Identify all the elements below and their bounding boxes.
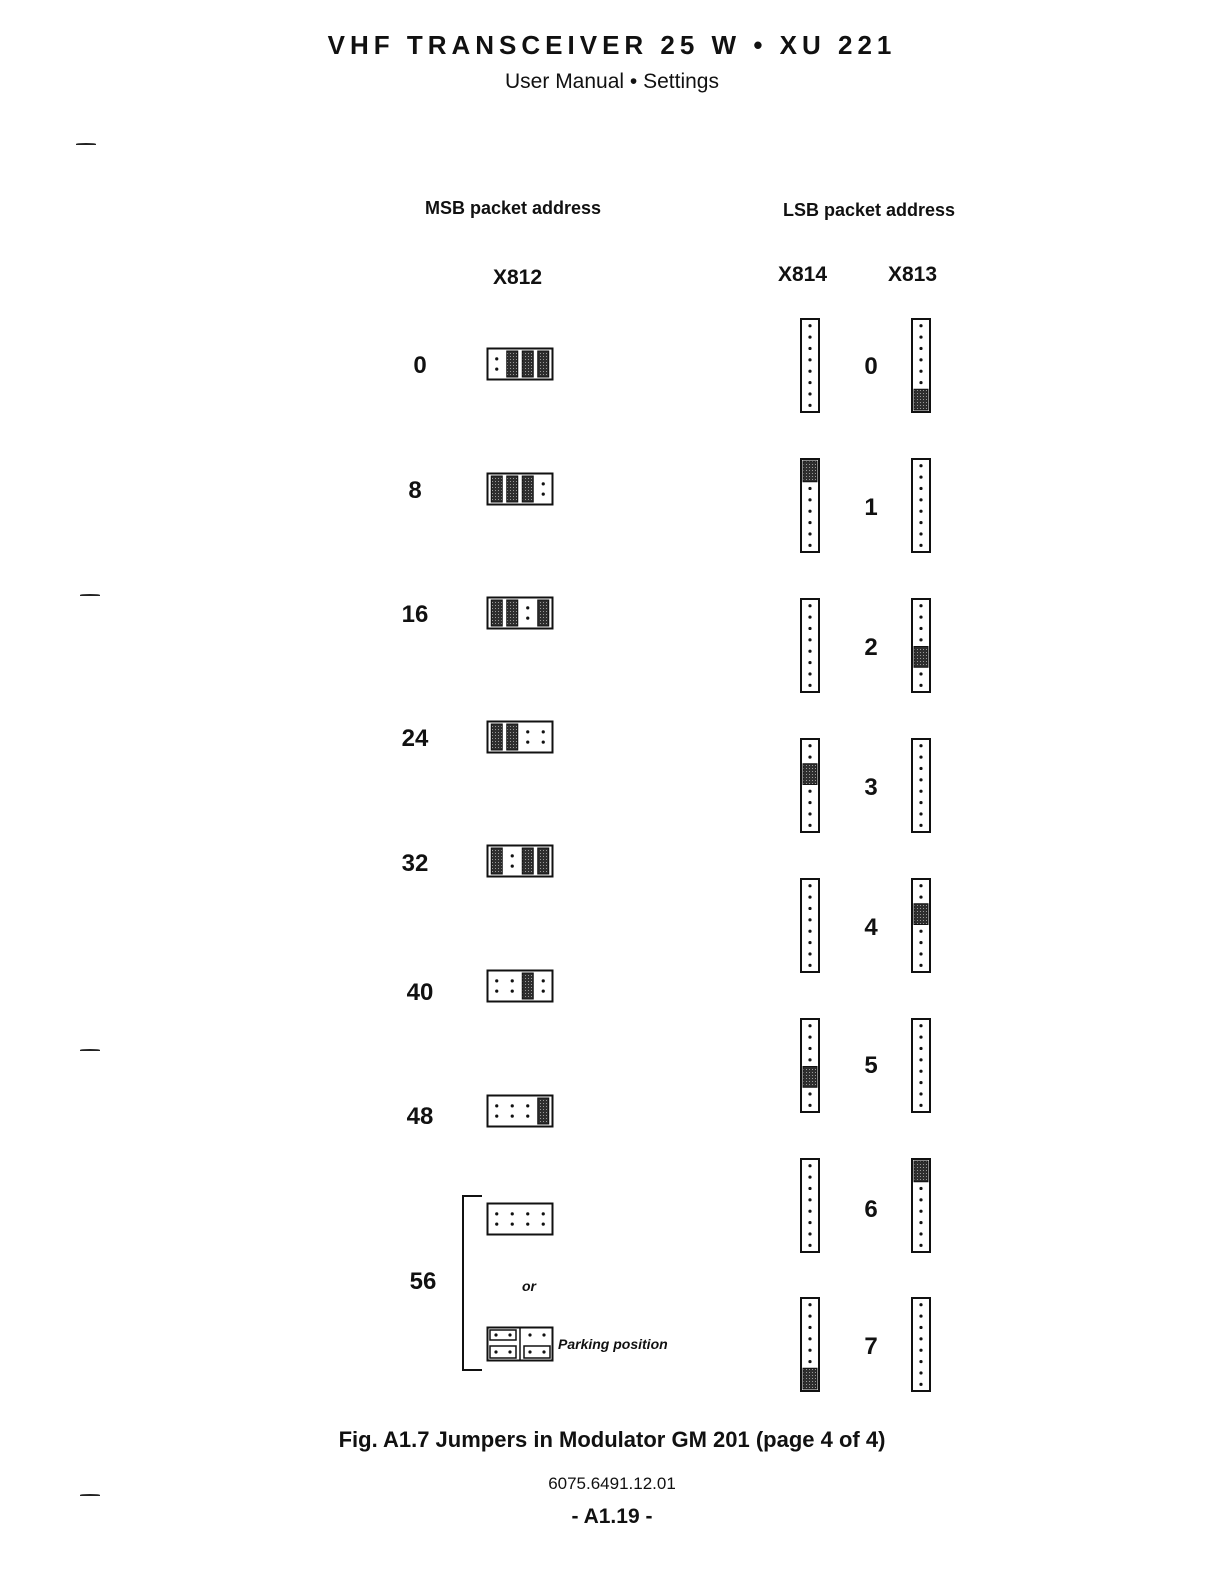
jumper-pin xyxy=(919,964,922,967)
jumper-pin xyxy=(919,370,922,373)
jumper-block-x814 xyxy=(800,1018,820,1113)
jumper-pin xyxy=(495,368,498,371)
jumper-pin xyxy=(919,1232,922,1235)
lsb-value: 4 xyxy=(864,914,878,941)
jumper-pin xyxy=(808,404,811,407)
jumper-pin xyxy=(808,638,811,641)
connector-x813-label: X813 xyxy=(888,263,938,286)
jumper-block-x814 xyxy=(800,458,820,553)
jumper-pin xyxy=(919,464,922,467)
jumper-block-x812 xyxy=(486,347,554,381)
jumper-block-x814 xyxy=(800,598,820,693)
jumper-pin xyxy=(808,381,811,384)
jumper-pin xyxy=(808,1092,811,1095)
jumper-pin xyxy=(919,672,922,675)
jumper-pin xyxy=(808,941,811,944)
jumper-pin xyxy=(526,1223,529,1226)
jumper-pin xyxy=(919,347,922,350)
jumper-block-x813 xyxy=(911,738,931,833)
jumper-pin xyxy=(919,767,922,770)
jumper-pin xyxy=(511,1212,514,1215)
msb-heading: MSB packet address xyxy=(425,198,602,218)
jumper-cap xyxy=(914,647,928,668)
figure-caption: Fig. A1.7 Jumpers in Modulator GM 201 (page 4 of 4) xyxy=(338,1427,886,1452)
jumper-cap xyxy=(522,973,533,999)
jumper-pin xyxy=(808,358,811,361)
jumper-pin xyxy=(919,812,922,815)
msb-value: 32 xyxy=(401,850,429,877)
jumper-pin xyxy=(808,627,811,630)
jumper-pin xyxy=(542,482,545,485)
jumper-pin xyxy=(919,1081,922,1084)
jumper-pin xyxy=(808,1058,811,1061)
jumper-pin xyxy=(808,370,811,373)
jumper-pin xyxy=(808,824,811,827)
jumper-pin xyxy=(511,1104,514,1107)
jumper-pin xyxy=(808,498,811,501)
msb-value: 56 xyxy=(409,1268,437,1295)
jumper-cap xyxy=(522,848,533,874)
connector-x814-label: X814 xyxy=(778,263,828,286)
jumper-pin xyxy=(808,544,811,547)
margin-mark xyxy=(80,1494,100,1496)
jumper-cap xyxy=(491,848,502,874)
jumper-pin xyxy=(919,790,922,793)
lsb-value: 6 xyxy=(864,1196,878,1223)
jumper-pin xyxy=(495,357,498,360)
jumper-pin xyxy=(919,1360,922,1363)
jumper-pin xyxy=(808,1104,811,1107)
parking-jumper-icon xyxy=(486,1326,554,1362)
jumper-pin xyxy=(526,1104,529,1107)
jumper-block-x813 xyxy=(911,598,931,693)
jumper-pin xyxy=(808,615,811,618)
jumper-pin xyxy=(808,1349,811,1352)
jumper-pin xyxy=(919,1070,922,1073)
jumper-pin xyxy=(919,324,922,327)
jumper-pin xyxy=(919,930,922,933)
jumper-cap xyxy=(522,476,533,502)
jumper-block-x813 xyxy=(911,1018,931,1113)
jumper-cap xyxy=(803,1067,817,1088)
lsb-value: 7 xyxy=(864,1333,878,1360)
jumper-pin xyxy=(919,475,922,478)
jumper-pin xyxy=(808,884,811,887)
jumper-pin xyxy=(542,990,545,993)
jumper-pin xyxy=(808,487,811,490)
jumper-pin xyxy=(808,1198,811,1201)
jumper-pin xyxy=(808,801,811,804)
document-number: 6075.6491.12.01 xyxy=(548,1474,676,1493)
jumper-pin xyxy=(919,1337,922,1340)
jumper-pin xyxy=(495,1104,498,1107)
jumper-pin xyxy=(919,1024,922,1027)
lsb-value: 1 xyxy=(864,494,878,521)
msb-value: 48 xyxy=(406,1103,434,1130)
jumper-pin xyxy=(919,358,922,361)
connector-x812-label: X812 xyxy=(493,266,543,289)
jumper-block-x813 xyxy=(911,318,931,413)
msb-value: 8 xyxy=(408,477,422,504)
jumper-pin xyxy=(919,510,922,513)
jumper-pin xyxy=(919,1187,922,1190)
jumper-pin xyxy=(919,1349,922,1352)
jumper-pin xyxy=(808,1314,811,1317)
jumper-cap xyxy=(538,1098,549,1124)
jumper-pin xyxy=(808,324,811,327)
jumper-cap xyxy=(522,351,533,377)
jumper-pin xyxy=(919,1035,922,1038)
jumper-pin xyxy=(495,1115,498,1118)
jumper-block-x812 xyxy=(486,969,554,1003)
jumper-cap xyxy=(914,389,928,410)
jumper-pin xyxy=(808,510,811,513)
lsb-value: 2 xyxy=(864,634,878,661)
jumper-pin xyxy=(808,1244,811,1247)
jumper-pin xyxy=(919,521,922,524)
jumper-cap xyxy=(914,1161,928,1182)
jumper-pin xyxy=(808,907,811,910)
jumper-pin xyxy=(919,638,922,641)
jumper-cap xyxy=(507,351,518,377)
page-number: - A1.19 - xyxy=(571,1505,653,1528)
margin-mark xyxy=(76,143,96,145)
jumper-cap xyxy=(507,724,518,750)
jumper-pin xyxy=(808,918,811,921)
lsb-value: 3 xyxy=(864,774,878,801)
jumper-block-x812 xyxy=(486,844,554,878)
jumper-pin xyxy=(808,532,811,535)
jumper-pin xyxy=(919,498,922,501)
msb-value: 40 xyxy=(406,979,434,1006)
jumper-pin xyxy=(495,990,498,993)
jumper-cap xyxy=(507,476,518,502)
jumper-pin xyxy=(919,487,922,490)
jumper-pin xyxy=(808,521,811,524)
jumper-pin xyxy=(919,744,922,747)
jumper-pin xyxy=(542,1212,545,1215)
jumper-pin xyxy=(808,755,811,758)
jumper-pin xyxy=(919,532,922,535)
jumper-pin xyxy=(919,1303,922,1306)
jumper-pin xyxy=(919,1058,922,1061)
jumper-pin xyxy=(919,1314,922,1317)
jumper-pin xyxy=(526,617,529,620)
jumper-cap xyxy=(803,461,817,482)
jumper-pin xyxy=(919,1104,922,1107)
jumper-pin xyxy=(919,1244,922,1247)
jumper-block-x814 xyxy=(800,1158,820,1253)
lsb-value: 0 xyxy=(864,353,878,380)
jumper-pin xyxy=(808,392,811,395)
jumper-block-x812 xyxy=(486,1094,554,1128)
document-title: VHF TRANSCEIVER 25 W • XU 221 xyxy=(327,30,897,60)
jumper-pin xyxy=(808,1047,811,1050)
jumper-pin xyxy=(542,493,545,496)
jumper-block-x814 xyxy=(800,1297,820,1392)
jumper-pin xyxy=(511,979,514,982)
jumper-pin xyxy=(808,661,811,664)
jumper-pin xyxy=(919,1047,922,1050)
jumper-pin xyxy=(808,1221,811,1224)
jumper-pin xyxy=(919,755,922,758)
jumper-pin xyxy=(808,1187,811,1190)
jumper-pin xyxy=(919,1326,922,1329)
jumper-pin xyxy=(808,1360,811,1363)
jumper-pin xyxy=(919,952,922,955)
jumper-block-x814 xyxy=(800,878,820,973)
jumper-cap xyxy=(803,764,817,785)
jumper-pin xyxy=(495,979,498,982)
jumper-pin xyxy=(808,1024,811,1027)
jumper-pin xyxy=(526,730,529,733)
parking-position-label: Parking position xyxy=(558,1336,668,1352)
jumper-pin xyxy=(511,1115,514,1118)
jumper-pin xyxy=(808,1303,811,1306)
jumper-pin xyxy=(526,1115,529,1118)
jumper-cap xyxy=(914,904,928,925)
jumper-cap xyxy=(491,476,502,502)
jumper-pin xyxy=(808,895,811,898)
jumper-block-x813 xyxy=(911,1297,931,1392)
jumper-pin xyxy=(808,744,811,747)
jumper-pin xyxy=(808,1232,811,1235)
jumper-pin xyxy=(542,741,545,744)
jumper-pin xyxy=(919,824,922,827)
jumper-pin xyxy=(919,941,922,944)
jumper-pin xyxy=(808,684,811,687)
jumper-block-x813 xyxy=(911,1158,931,1253)
jumper-cap xyxy=(538,848,549,874)
jumper-pin xyxy=(808,650,811,653)
jumper-pin xyxy=(542,1223,545,1226)
jumper-cap xyxy=(803,1368,817,1389)
jumper-pin xyxy=(495,1212,498,1215)
jumper-pin xyxy=(919,544,922,547)
jumper-block-x814 xyxy=(800,318,820,413)
msb-value: 24 xyxy=(401,725,429,752)
jumper-pin xyxy=(919,604,922,607)
jumper-pin xyxy=(808,335,811,338)
jumper-pin xyxy=(919,884,922,887)
jumper-pin xyxy=(511,990,514,993)
jumper-block-x814 xyxy=(800,738,820,833)
jumper-pin xyxy=(808,1326,811,1329)
jumper-pin xyxy=(495,1223,498,1226)
jumper-pin xyxy=(919,381,922,384)
jumper-pin xyxy=(526,741,529,744)
jumper-pin xyxy=(919,1221,922,1224)
or-label: or xyxy=(522,1278,536,1294)
jumper-pin xyxy=(511,854,514,857)
jumper-block-x812 xyxy=(486,1202,554,1236)
jumper-pin xyxy=(919,1371,922,1374)
jumper-pin xyxy=(511,865,514,868)
jumper-pin xyxy=(919,1092,922,1095)
jumper-cap xyxy=(538,600,549,626)
jumper-block-x812 xyxy=(486,472,554,506)
jumper-pin xyxy=(808,604,811,607)
margin-mark xyxy=(80,594,100,596)
jumper-pin xyxy=(808,1175,811,1178)
jumper-pin xyxy=(919,778,922,781)
jumper-pin xyxy=(919,895,922,898)
jumper-pin xyxy=(919,1198,922,1201)
jumper-pin xyxy=(808,672,811,675)
jumper-pin xyxy=(808,812,811,815)
jumper-pin xyxy=(919,1210,922,1213)
jumper-pin xyxy=(919,684,922,687)
jumper-pin xyxy=(808,964,811,967)
jumper-pin xyxy=(919,801,922,804)
jumper-cap xyxy=(507,600,518,626)
jumper-pin xyxy=(808,1337,811,1340)
jumper-cap xyxy=(491,600,502,626)
margin-mark xyxy=(80,1049,100,1051)
jumper-pin xyxy=(919,627,922,630)
jumper-pin xyxy=(808,952,811,955)
jumper-cap xyxy=(538,351,549,377)
msb-value: 16 xyxy=(401,601,429,628)
lsb-value: 5 xyxy=(864,1052,878,1079)
jumper-pin xyxy=(542,730,545,733)
jumper-block-x812 xyxy=(486,720,554,754)
jumper-pin xyxy=(808,790,811,793)
jumper-pin xyxy=(526,1212,529,1215)
jumper-pin xyxy=(919,1383,922,1386)
lsb-heading: LSB packet address xyxy=(783,200,956,220)
jumper-pin xyxy=(808,1035,811,1038)
jumper-pin xyxy=(808,347,811,350)
jumper-block-x812 xyxy=(486,596,554,630)
jumper-block-x813 xyxy=(911,878,931,973)
jumper-pin xyxy=(542,979,545,982)
jumper-pin xyxy=(526,606,529,609)
jumper-pin xyxy=(511,1223,514,1226)
jumper-pin xyxy=(808,930,811,933)
msb-value: 0 xyxy=(413,352,427,379)
jumper-pin xyxy=(919,615,922,618)
jumper-cap xyxy=(491,724,502,750)
jumper-pin xyxy=(919,335,922,338)
document-subtitle: User Manual • Settings xyxy=(505,70,719,93)
jumper-pin xyxy=(808,1210,811,1213)
bracket xyxy=(462,1195,482,1371)
jumper-pin xyxy=(808,1164,811,1167)
jumper-block-x813 xyxy=(911,458,931,553)
